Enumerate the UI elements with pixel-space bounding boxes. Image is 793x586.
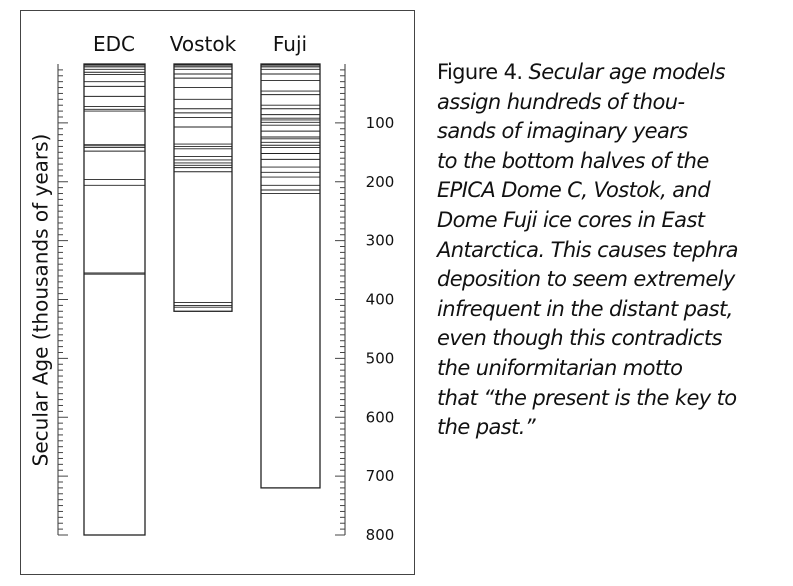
core-column-edc	[84, 64, 145, 535]
y-tick-label: 200	[365, 172, 395, 191]
y-tick-label: 800	[365, 526, 395, 544]
caption-line: the uniformitarian motto	[437, 355, 683, 380]
chart-body	[58, 32, 394, 544]
column-label-fuji: Fuji	[272, 32, 308, 56]
core-column-vostok	[174, 64, 232, 311]
caption-line: to the bottom halves of the	[437, 148, 709, 173]
caption-line: Antarctica. This causes tephra	[437, 237, 738, 262]
column-label-vostok: Vostok	[169, 32, 237, 56]
y-tick-label: 100	[365, 113, 395, 132]
y-tick-label: 600	[365, 408, 395, 427]
y-tick-label: 400	[365, 290, 395, 309]
y-tick-label: 300	[365, 231, 395, 250]
caption-line: deposition to seem extremely	[437, 267, 735, 292]
caption-line: that “the present is the key to	[437, 385, 737, 410]
y-tick-label: 700	[365, 467, 395, 486]
caption-lead: Figure 4.	[437, 60, 523, 84]
caption-line: assign hundreds of thou-	[437, 89, 685, 114]
caption-line: infrequent in the distant past,	[437, 296, 733, 321]
caption-text: Secular age models	[522, 60, 725, 84]
caption-line: even though this contradicts	[437, 326, 722, 351]
column-label-edc: EDC	[92, 32, 136, 56]
caption-line: sands of imaginary years	[437, 119, 688, 144]
caption-line: the past.”	[437, 415, 536, 440]
y-axis-title: Secular Age (thousands of years)	[28, 133, 53, 467]
caption-line: EPICA Dome C, Vostok, and	[437, 178, 710, 203]
figure-caption	[437, 58, 782, 443]
y-tick-label: 500	[365, 349, 395, 368]
caption-line: Dome Fuji ice cores in East	[437, 207, 705, 232]
caption-line-1	[437, 58, 782, 88]
core-column-fuji	[261, 64, 320, 488]
